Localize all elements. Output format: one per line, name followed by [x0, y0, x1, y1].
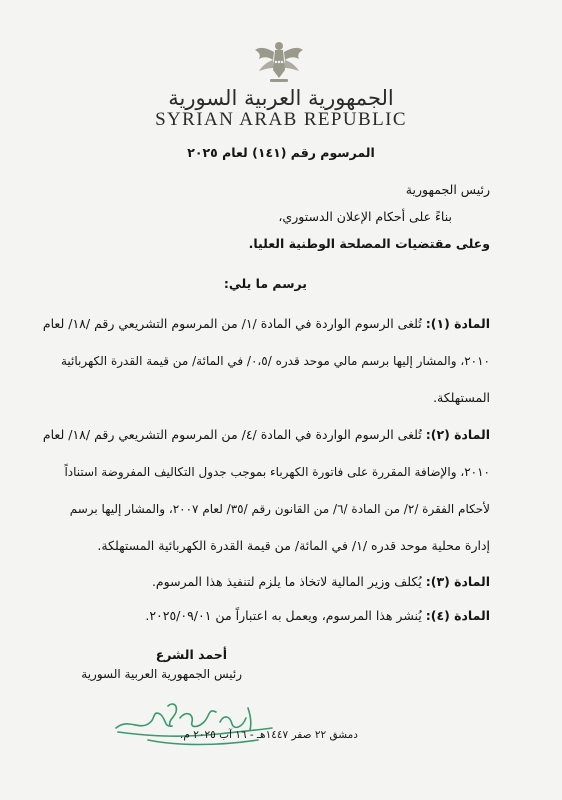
article-3-label: المادة (٣):	[425, 574, 490, 589]
article-2-line-4: إدارة محلية موحد قدره /١/ في المائة/ من قيمة القدرة الكهربائية المستهلكة.	[97, 538, 490, 553]
signatory-title: رئيس الجمهورية العربية السورية	[81, 667, 242, 681]
country-name-english: SYRIAN ARAB REPUBLIC	[155, 109, 407, 130]
preamble-president: رئيس الجمهورية	[405, 182, 490, 197]
signatory-name: أحمد الشرع	[155, 647, 227, 662]
decrees-heading: يرسم ما يلي:	[223, 276, 307, 291]
article-3-text: يُكلف وزير المالية لاتخاذ ما يلزم لتنفيذ هذا المرسوم.	[151, 574, 422, 589]
article-1-line-1	[42, 316, 490, 332]
article-2-line-2: ٢٠١٠، والإضافة المقررة على فاتورة الكهرباء بموجب جدول التكاليف المفروضة استناداً	[64, 465, 490, 479]
eagle-emblem-icon	[253, 36, 305, 86]
article-2-line-3: لأحكام الفقرة /٢/ من المادة /٦/ من القانون رقم /٣٥/ لعام ٢٠٠٧، والمشار إليها برسم	[69, 502, 490, 516]
article-4-text: يُنشر هذا المرسوم، ويعمل به اعتباراً من ٢٠٢٥/٠٩/٠١.	[145, 608, 422, 623]
article-2-label: المادة (٢):	[425, 427, 490, 442]
article-1-line-2: ٢٠١٠، والمشار إليها برسم مالي موحد قدره /٠،٥/ في المائة/ من قيمة القدرة الكهربائية	[60, 354, 490, 368]
article-4-label: المادة (٤):	[425, 608, 490, 623]
article-1-text: تُلغى الرسوم الواردة في المادة /١/ من المرسوم التشريعي رقم /١٨/ لعام	[42, 316, 422, 331]
article-1-label: المادة (١):	[425, 316, 490, 331]
preamble-based-on: بناءً على أحكام الإعلان الدستوري،	[278, 209, 452, 224]
article-4-line-1	[60, 608, 490, 624]
country-name-arabic: الجمهورية العربية السورية	[168, 86, 394, 110]
date-and-place: دمشق ٢٢ صفر ١٤٤٧هـ - ١٦ آب ٢٠٢٥ م.	[180, 729, 358, 741]
article-3-line-1	[60, 574, 490, 590]
preamble-and-on: وعلى مقتضيات المصلحة الوطنية العليا.	[248, 236, 490, 251]
decree-number: المرسوم رقم (١٤١) لعام ٢٠٢٥	[187, 145, 375, 160]
article-1-line-3: المستهلكة.	[433, 390, 490, 405]
article-2-line-1	[42, 427, 490, 443]
article-2-text: تُلغى الرسوم الواردة في المادة /٤/ من المرسوم التشريعي رقم /١٨/ لعام	[42, 427, 422, 442]
